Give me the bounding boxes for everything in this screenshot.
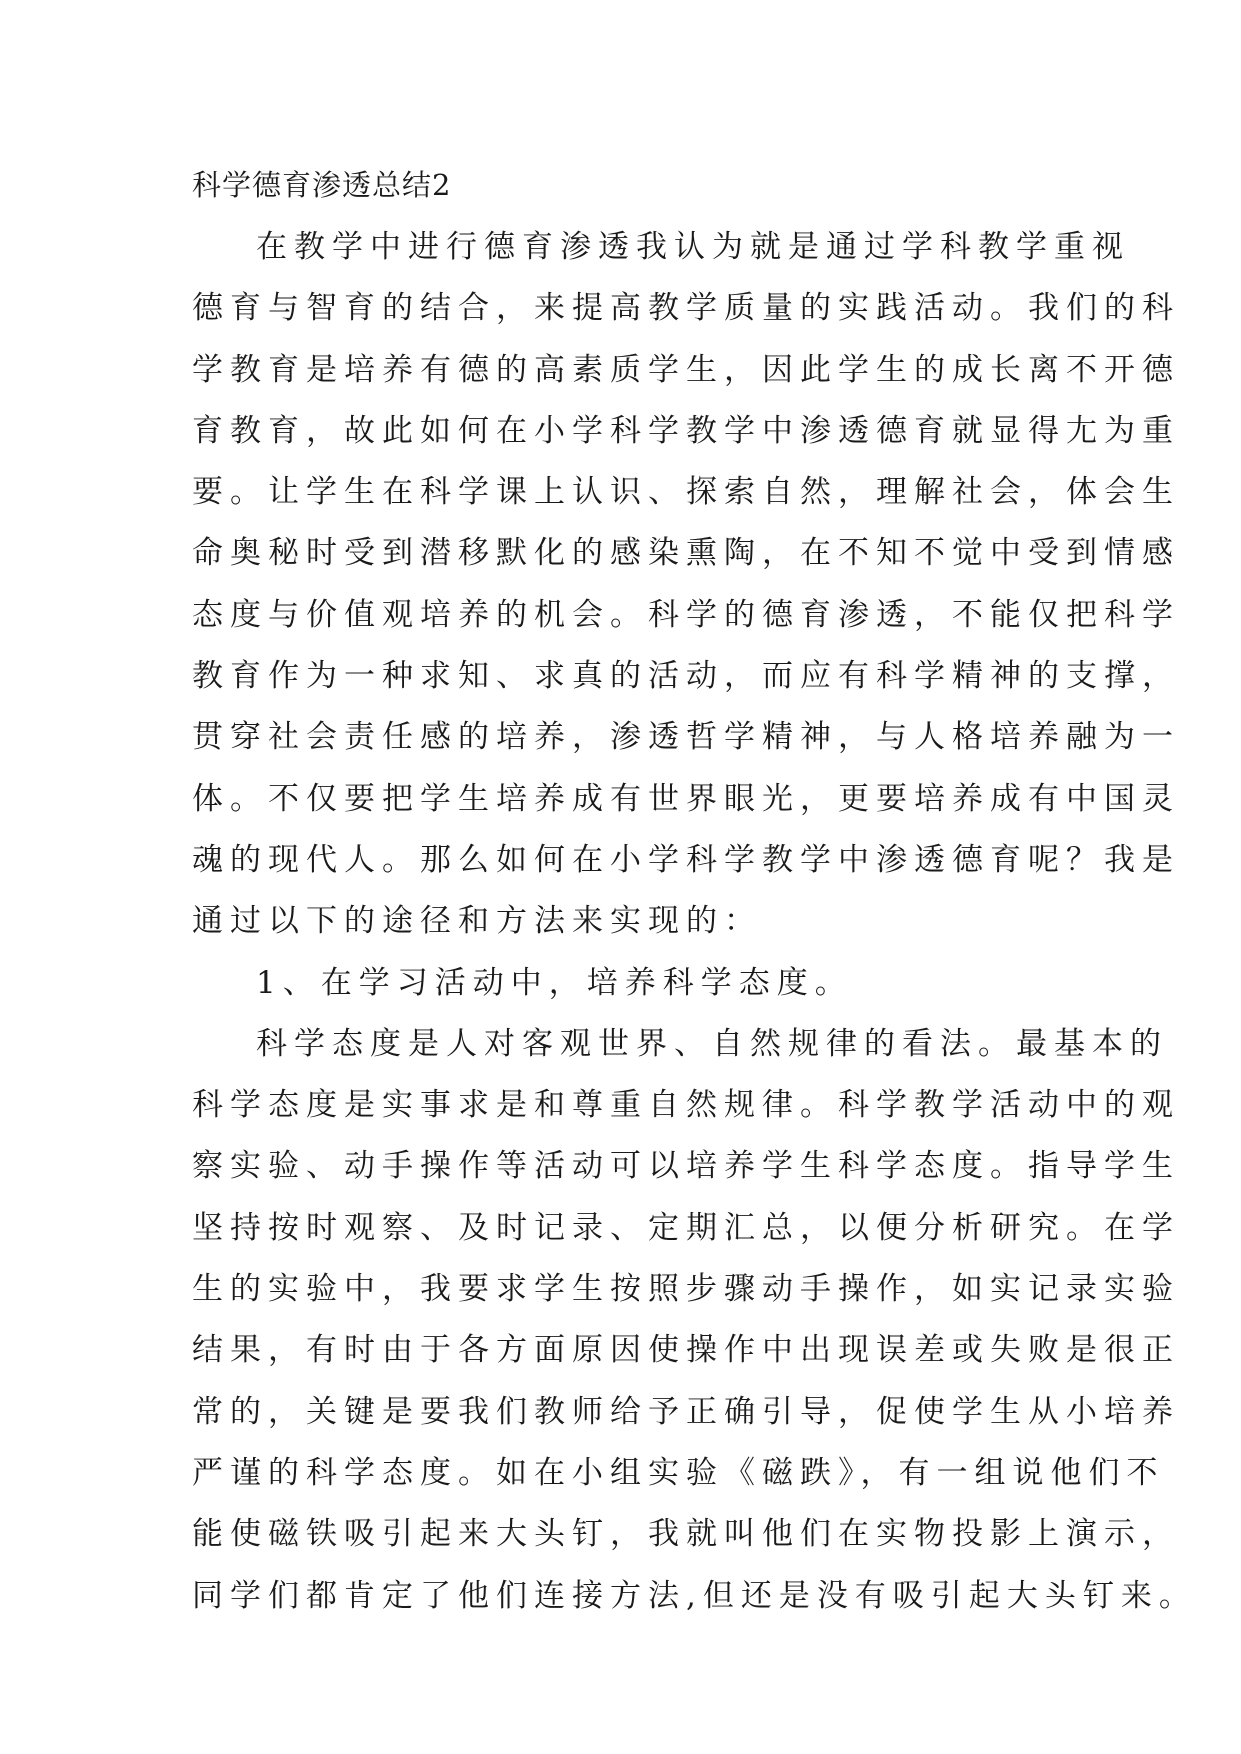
paragraph-line: 命奥秘时受到潜移默化的感染熏陶，在不知不觉中受到情感 (192, 535, 1180, 572)
document-body (192, 217, 1197, 1627)
paragraph-line: 常的，关键是要我们教师给予正确引导，促使学生从小培养 (192, 1393, 1180, 1430)
paragraph-line: 育教育，故此如何在小学科学教学中渗透德育就显得尢为重 (192, 412, 1180, 449)
paragraph-line: 结果，有时由于各方面原因使操作中出现误差或失败是很正 (192, 1332, 1180, 1369)
paragraph-line: 坚持按时观察、及时记录、定期汇总，以便分析研究。在学 (192, 1209, 1180, 1246)
paragraph-line: 通过以下的途径和方法来实现的： (192, 903, 762, 940)
paragraph-line: 生的实验中，我要求学生按照步骤动手操作，如实记录实验 (192, 1271, 1180, 1308)
paragraph-line: 要。让学生在科学课上认识、探索自然，理解社会，体会生 (192, 474, 1180, 511)
paragraph-line: 魂的现代人。那么如何在小学科学教学中渗透德育呢？我是 (192, 841, 1180, 878)
paragraph-line: 体。不仅要把学生培养成有世界眼光，更要培养成有中国灵 (192, 780, 1180, 817)
paragraph-line: 教育作为一种求知、求真的活动，而应有科学精神的支撑， (192, 658, 1180, 695)
paragraph-line: 能使磁铁吸引起来大头钉，我就叫他们在实物投影上演示， (192, 1516, 1180, 1553)
paragraph-line: 学教育是培养有德的高素质学生，因此学生的成长离不开德 (192, 351, 1180, 388)
paragraph-line: 科学态度是人对客观世界、自然规律的看法。最基本的 (256, 1025, 1168, 1062)
paragraph-line: 同学们都肯定了他们连接方法,但还是没有吸引起大头钉来。 (192, 1577, 1197, 1614)
paragraph-line: 严谨的科学态度。如在小组实验《磁跌》，有一组说他们不 (192, 1454, 1165, 1491)
paragraph-line: 科学态度是实事求是和尊重自然规律。科学教学活动中的观 (192, 1087, 1180, 1124)
paragraph-line: 贯穿社会责任感的培养，渗透哲学精神，与人格培养融为一 (192, 719, 1180, 756)
paragraph-line: 在教学中进行德育渗透我认为就是通过学科教学重视 (256, 229, 1130, 265)
section-heading: 1、在学习活动中，培养科学态度。 (256, 964, 853, 1001)
paragraph-line: 察实验、动手操作等活动可以培养学生科学态度。指导学生 (192, 1148, 1180, 1185)
document-title: 科学德育渗透总结2 (192, 168, 452, 202)
paragraph-line: 态度与价值观培养的机会。科学的德育渗透，不能仅把科学 (192, 596, 1180, 633)
paragraph-line: 德育与智育的结合，来提高教学质量的实践活动。我们的科 (192, 290, 1180, 327)
